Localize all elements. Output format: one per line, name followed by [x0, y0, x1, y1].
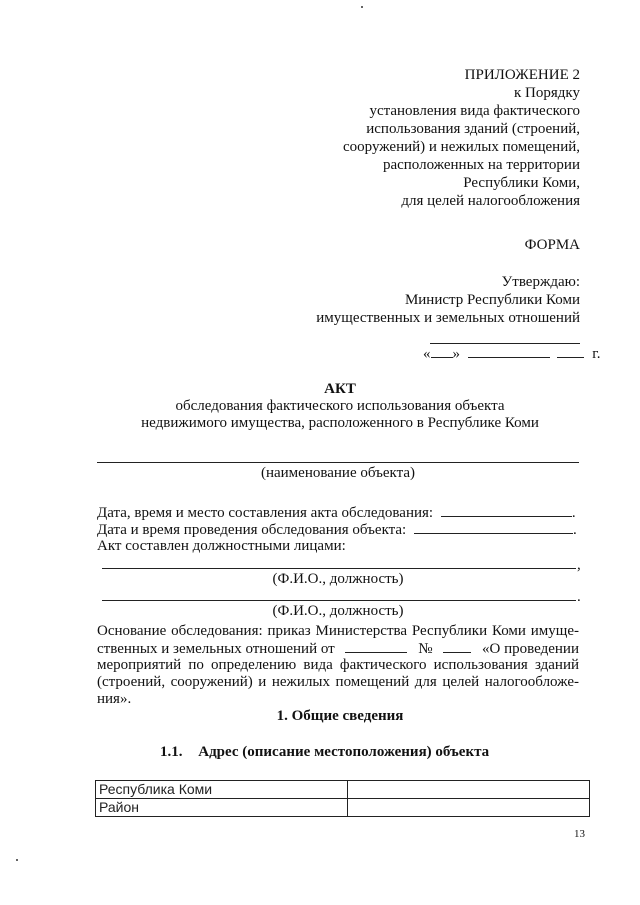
- section-1-title: 1. Общие сведения: [276, 708, 404, 724]
- table-row: [96, 799, 590, 817]
- date-inspection-field: Дата и время проведения обследования объекта: .: [97, 522, 577, 538]
- date-day-blank: [431, 344, 453, 358]
- object-name-line: [97, 462, 579, 463]
- approve-label: Утверждаю:: [501, 274, 580, 290]
- approver-position-line2: имущественных и земельных отношений: [316, 310, 580, 326]
- official-1-comma: ,: [577, 557, 581, 573]
- address-value-cell[interactable]: [348, 799, 590, 817]
- appendix-line: для целей налогообложения: [401, 193, 580, 209]
- date-inspection-label: Дата и время проведения обследования объекта:: [97, 522, 407, 538]
- appendix-line: Республики Коми,: [463, 175, 580, 191]
- date-place-blank[interactable]: [441, 503, 572, 517]
- officials-label: Акт составлен должностными лицами:: [97, 538, 346, 554]
- official-2-period: .: [577, 589, 581, 605]
- section-1-1-number: 1.1.: [160, 744, 183, 760]
- approval-block: [280, 273, 580, 327]
- act-subtitle-line1: обследования фактического использования объекта: [175, 398, 505, 414]
- form-label: ФОРМА: [524, 237, 580, 253]
- appendix-line: к Порядку: [514, 85, 580, 101]
- act-title: АКТ: [324, 381, 356, 397]
- scan-speck: [16, 859, 18, 861]
- object-name-caption: (наименование объекта): [260, 465, 416, 481]
- address-label-cell: Республика Коми: [96, 781, 348, 799]
- basis-line2-quote: «О проведении: [482, 641, 579, 657]
- number-sign: №: [418, 641, 433, 657]
- order-number-blank[interactable]: [443, 639, 471, 653]
- official-1-line: [102, 568, 576, 569]
- basis-line2-text: ственных и земельных отношений от: [97, 641, 335, 657]
- appendix-line: расположенных на территории: [382, 157, 580, 173]
- act-subtitle-line2: недвижимого имущества, расположенного в Республике Коми: [141, 415, 539, 431]
- date-place-field: Дата, время и место составления акта обследования: .: [97, 505, 576, 521]
- approver-position-line1: Министр Республики Коми: [404, 292, 580, 308]
- basis-line1: Основание обследования: приказ Министерства Республики Коми имуще-: [97, 623, 579, 639]
- appendix-line: сооружений) и нежилых помещений,: [342, 139, 580, 155]
- appendix-line: использования зданий (строений,: [366, 121, 580, 137]
- fio-caption-1: (Ф.И.О., должность): [272, 571, 404, 587]
- fio-caption-2: (Ф.И.О., должность): [272, 603, 404, 619]
- address-value-cell[interactable]: [348, 781, 590, 799]
- date-close-quote: »: [452, 346, 460, 362]
- basis-line3: мероприятий по определению вида фактического использования зданий: [97, 657, 579, 673]
- official-2-line: [102, 600, 576, 601]
- section-1-1-title: Адрес (описание местоположения) объекта: [198, 744, 490, 760]
- appendix-line: установления вида фактического: [369, 103, 580, 119]
- appendix-header: [250, 66, 580, 210]
- scan-speck: [361, 6, 363, 8]
- address-table: [95, 780, 590, 817]
- appendix-line: ПРИЛОЖЕНИЕ 2: [464, 67, 580, 83]
- order-date-blank[interactable]: [345, 639, 407, 653]
- date-month-blank: [468, 344, 550, 358]
- date-year-blank: [557, 344, 584, 358]
- address-label-cell: Район: [96, 799, 348, 817]
- page-number: 13: [574, 828, 585, 840]
- section-1-1-heading: [160, 743, 489, 761]
- year-suffix: г.: [592, 346, 601, 362]
- date-place-label: Дата, время и место составления акта обследования:: [97, 505, 434, 521]
- date-open-quote: «: [423, 346, 431, 362]
- basis-line5: ния».: [97, 691, 132, 707]
- basis-line4: (строений, сооружений) и нежилых помещений для целей налогообложе-: [97, 674, 579, 690]
- date-inspection-blank[interactable]: [414, 520, 573, 534]
- approval-date-line: [423, 344, 600, 363]
- table-row: [96, 781, 590, 799]
